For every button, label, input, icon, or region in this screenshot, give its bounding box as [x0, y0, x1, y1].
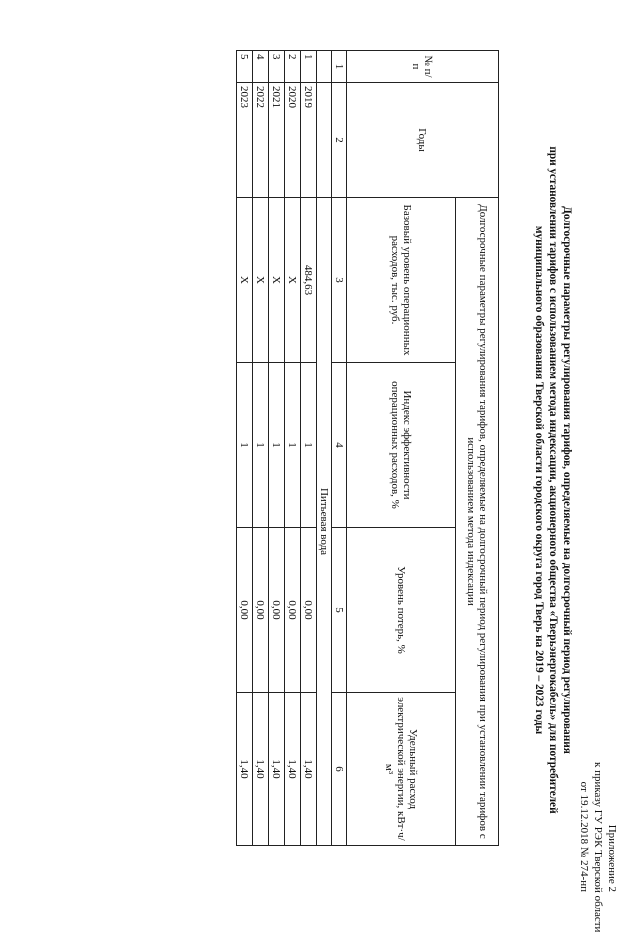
row-base-opex: X [237, 198, 253, 363]
section-spacer [317, 51, 332, 83]
row-base-opex: X [269, 198, 285, 363]
row-efficiency-index: 1 [285, 363, 301, 528]
col-number-2: 2 [332, 83, 347, 198]
row-loss-level: 0,00 [301, 528, 317, 693]
document-title [532, 100, 574, 860]
col-number-3: 3 [332, 198, 347, 363]
header-loss-level: Уровень потерь, % [347, 528, 456, 693]
row-efficiency-index: 1 [269, 363, 285, 528]
row-num: 5 [237, 51, 253, 83]
row-num: 2 [285, 51, 301, 83]
row-num: 3 [269, 51, 285, 83]
table-row [285, 51, 301, 846]
table-row [253, 51, 269, 846]
title-line-1: Долгосрочные параметры регулирования тарифов, определяемые на долгосрочный период регулирования [561, 206, 573, 754]
header-efficiency-index: Индекс эффективности операционных расходов, % [347, 363, 456, 528]
header-energy-consumption: Удельный расход электрической энергии, кВт·ч/м³ [347, 693, 456, 846]
row-loss-level: 0,00 [285, 528, 301, 693]
title-line-2: при установлении тарифов с использованием метода индексации, акционерного общества «Тверьэнергокабель» для потребителей [547, 146, 559, 814]
row-num: 1 [301, 51, 317, 83]
table-row [237, 51, 253, 846]
row-energy-consumption: 1,40 [253, 693, 269, 846]
appendix-line-2: к приказу ГУ РЭК Тверской области [592, 762, 604, 932]
row-year: 2022 [253, 83, 269, 198]
row-energy-consumption: 1,40 [301, 693, 317, 846]
appendix-line-1: Приложение 2 [606, 824, 618, 892]
header-base-opex: Базовый уровень операционных расходов, тыс. руб. [347, 198, 456, 363]
row-year: 2019 [301, 83, 317, 198]
row-loss-level: 0,00 [237, 528, 253, 693]
header-group: Долгосрочные параметры регулирования тарифов, определяемые на долгосрочный период регулирования при установлении тарифов с использованием метода индексации [456, 198, 499, 846]
row-year: 2023 [237, 83, 253, 198]
row-loss-level: 0,00 [269, 528, 285, 693]
row-base-opex: X [253, 198, 269, 363]
row-efficiency-index: 1 [253, 363, 269, 528]
row-num: 4 [253, 51, 269, 83]
col-number-4: 4 [332, 363, 347, 528]
appendix-line-3: от 19.12.2018 № 274-нп [578, 781, 590, 892]
section-label: Питьевая вода [317, 198, 332, 846]
row-loss-level: 0,00 [253, 528, 269, 693]
row-base-opex: X [285, 198, 301, 363]
header-years: Годы [347, 83, 499, 198]
title-line-3: муниципального образования Тверской области городского округа город Тверь на 2019 – 2023 годы [533, 225, 545, 735]
col-number-1: 1 [332, 51, 347, 83]
row-efficiency-index: 1 [301, 363, 317, 528]
table-row [269, 51, 285, 846]
row-energy-consumption: 1,40 [285, 693, 301, 846]
row-efficiency-index: 1 [237, 363, 253, 528]
parameters-table [236, 50, 499, 846]
header-num: № п/п [347, 51, 499, 83]
row-year: 2021 [269, 83, 285, 198]
row-energy-consumption: 1,40 [237, 693, 253, 846]
row-year: 2020 [285, 83, 301, 198]
row-energy-consumption: 1,40 [269, 693, 285, 846]
col-number-5: 5 [332, 528, 347, 693]
appendix-reference [577, 762, 619, 932]
table-row [301, 51, 317, 846]
row-base-opex: 484,63 [301, 198, 317, 363]
section-spacer [317, 83, 332, 198]
col-number-6: 6 [332, 693, 347, 846]
